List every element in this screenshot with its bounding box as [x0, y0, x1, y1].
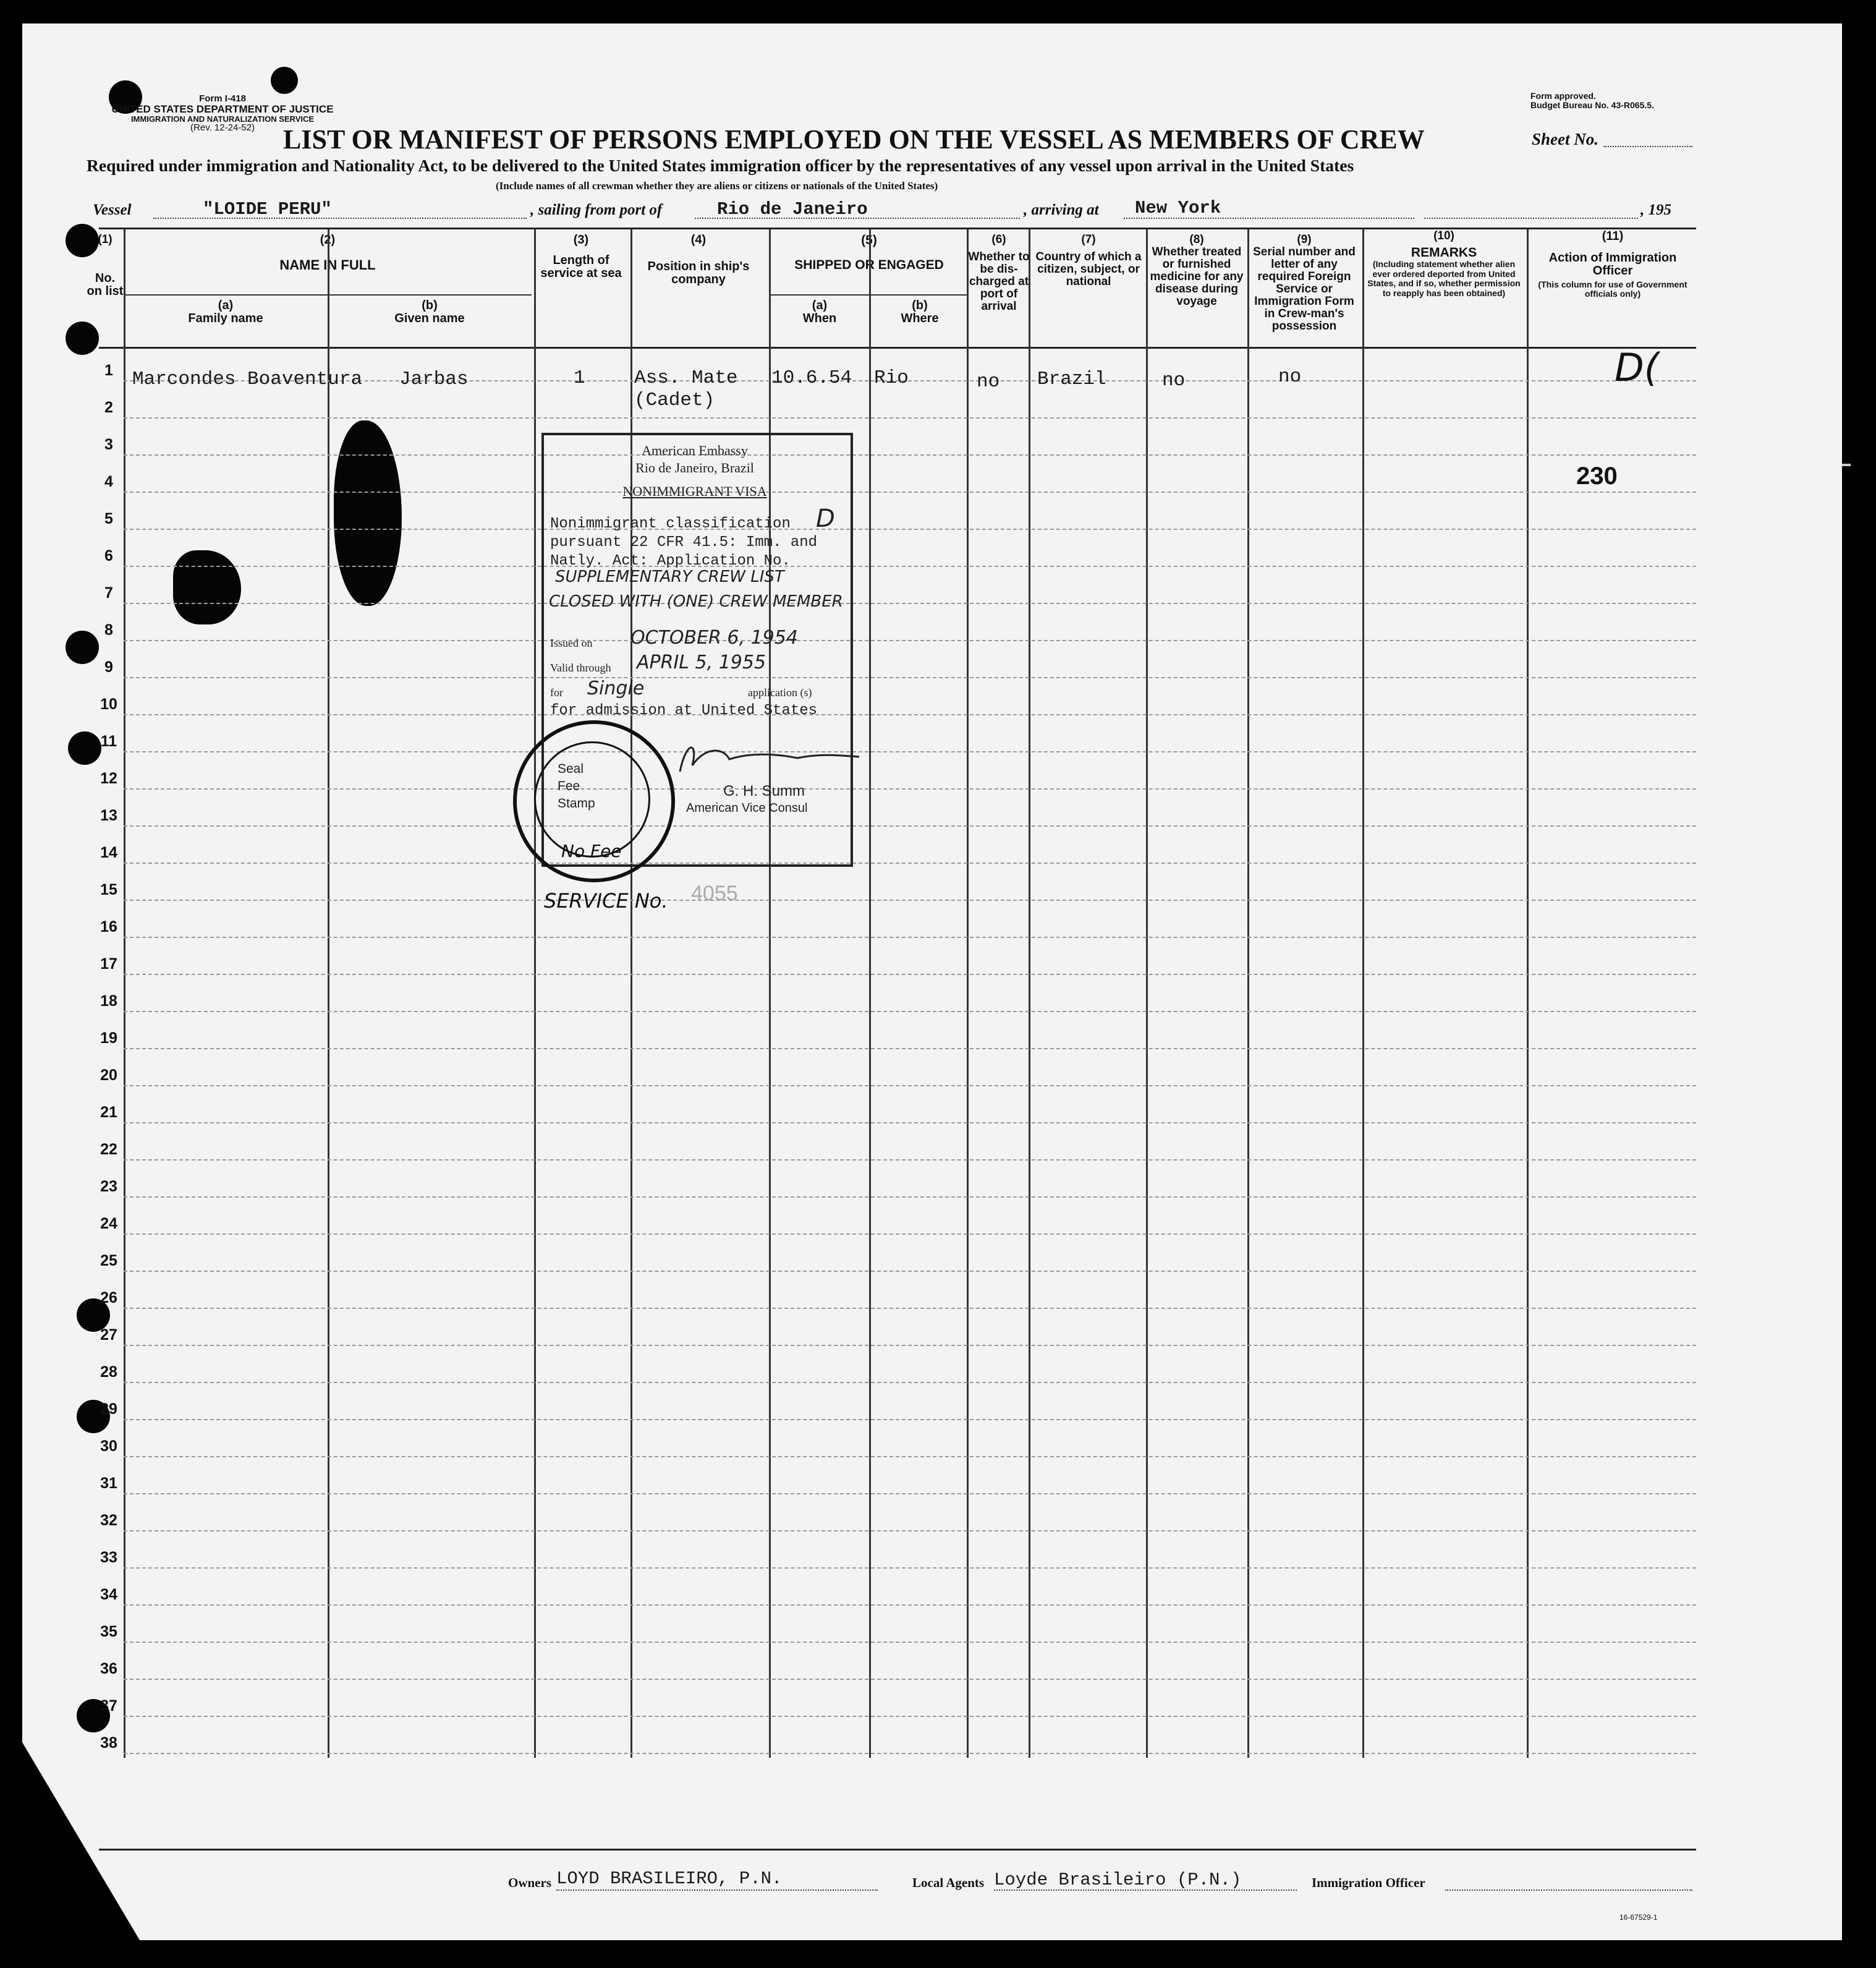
shipped-where: Rio — [874, 367, 909, 389]
col-10-title: REMARKS — [1411, 245, 1477, 260]
position: Ass. Mate — [634, 367, 738, 389]
col-2a-title: Family name — [188, 312, 263, 325]
col-2a-header — [124, 299, 328, 325]
row-rule — [124, 529, 1696, 530]
approval-text: Form approved. — [1530, 91, 1596, 101]
date-line — [1424, 218, 1638, 219]
col-10-note: (Including statement whether alien ever ordered deported from United States, and if so, whether permission to reapply has been obtained) — [1367, 258, 1521, 298]
col-5-title: SHIPPED OR ENGAGED — [794, 258, 944, 273]
row-rule — [124, 1456, 1696, 1457]
punch-hole-mark — [66, 322, 99, 355]
row-number: 6 — [104, 547, 113, 564]
fee-label: Fee — [558, 779, 580, 793]
country-value: Brazil — [1037, 368, 1106, 390]
row-number: 37 — [100, 1697, 117, 1715]
row-number: 14 — [100, 844, 117, 861]
sailing-port: Rio de Janeiro — [717, 199, 868, 219]
row-number: 9 — [104, 658, 113, 676]
col-2b-letter: (b) — [422, 299, 438, 312]
col-6-number: (6) — [991, 233, 1006, 246]
row-rule — [124, 640, 1696, 641]
position-sub: (Cadet) — [634, 390, 715, 411]
supplementary-hand: SUPPLEMENTARY CREW LIST — [555, 568, 784, 586]
col-5-number: (5) — [861, 233, 877, 247]
ink-blot-mark — [173, 550, 241, 624]
sailing-label: , sailing from port of — [530, 202, 663, 218]
for-label: for — [550, 686, 563, 699]
include-note: (Include names of all crewman whether they are aliens or citizens or nationals of the United States) — [496, 180, 938, 192]
row-number: 28 — [100, 1363, 117, 1381]
row-rule — [124, 566, 1696, 567]
row-number: 32 — [100, 1512, 117, 1529]
row-number: 7 — [104, 584, 113, 602]
row-number: 26 — [100, 1289, 117, 1306]
col-3-header — [538, 234, 624, 280]
row-rule — [124, 1419, 1696, 1420]
consul-signature — [674, 735, 872, 784]
row-rule — [124, 1530, 1696, 1531]
col-2-number: (2) — [320, 233, 336, 247]
shipped-when: 10.6.54 — [771, 367, 852, 389]
row-rule — [124, 492, 1696, 493]
closed-hand: CLOSED WITH (ONE) CREW MEMBER — [549, 592, 843, 611]
row-number: 27 — [100, 1326, 117, 1344]
col-11-header — [1529, 230, 1696, 298]
form-code: 16-67529-1 — [1619, 1913, 1658, 1922]
row-rule — [124, 677, 1696, 678]
row-rule — [124, 454, 1696, 456]
row-number: 4 — [104, 473, 113, 490]
sheet-no-line — [1603, 146, 1692, 147]
row-number: 17 — [100, 955, 117, 973]
column-divider — [1362, 229, 1364, 1758]
row-rule — [124, 1271, 1696, 1272]
col-11-title: Action of Immigration Officer — [1548, 251, 1677, 278]
column-divider — [1029, 229, 1030, 1758]
row-rule — [124, 603, 1696, 604]
row-rule — [124, 937, 1696, 938]
col-9-header — [1249, 234, 1360, 333]
row-rule — [124, 1196, 1696, 1198]
row-number: 30 — [100, 1438, 117, 1455]
row-number: 15 — [100, 881, 117, 898]
col-3-title: Length of service at sea — [540, 253, 622, 280]
col-4-title: Position in ship's company — [647, 260, 750, 286]
classification-hand: D — [816, 505, 835, 533]
discharged-value: no — [977, 371, 1000, 393]
row-rule — [124, 1604, 1696, 1606]
col-4-number: (4) — [690, 233, 707, 247]
row-rule — [124, 1679, 1696, 1680]
col-7-title: Country of which a citizen, subject, or national — [1035, 250, 1142, 288]
year-label: , 195 — [1640, 202, 1671, 218]
row-rule — [124, 1085, 1696, 1086]
annotation-230: 230 — [1576, 462, 1618, 490]
punch-hole-mark — [271, 67, 298, 94]
row-number: 16 — [100, 918, 117, 935]
officer-label: Immigration Officer — [1312, 1875, 1425, 1890]
row-number: 19 — [100, 1029, 117, 1047]
row-number: 36 — [100, 1660, 117, 1677]
agents-label: Local Agents — [912, 1875, 985, 1890]
column-divider — [328, 229, 329, 1758]
col-3-number: (3) — [573, 233, 589, 247]
column-divider — [1527, 229, 1529, 1758]
row-rule — [124, 788, 1696, 790]
column-divider — [967, 229, 969, 1758]
no-fee-hand: No Fee — [561, 841, 622, 861]
col-11-note: (This column for use of Government officials only) — [1538, 279, 1687, 299]
row-rule — [124, 1159, 1696, 1161]
column-divider — [869, 229, 871, 1758]
column-divider — [1247, 229, 1249, 1758]
row-number: 29 — [100, 1400, 117, 1418]
row-number: 3 — [104, 436, 113, 453]
row-rule — [124, 1753, 1696, 1754]
seal-label: Seal — [558, 762, 584, 776]
row-rule — [124, 1716, 1696, 1717]
signer-title: American Vice Consul — [686, 801, 808, 815]
for-hand: Single — [587, 678, 645, 699]
row-number: 8 — [104, 621, 113, 639]
col-5a-header — [770, 299, 869, 325]
arriving-label: , arriving at — [1024, 202, 1099, 218]
vessel-name: "LOIDE PERU" — [203, 199, 332, 219]
treated-value: no — [1162, 370, 1186, 391]
department-name: UNITED STATES DEPARTMENT OF JUSTICE — [111, 103, 334, 115]
row-number: 11 — [100, 733, 117, 750]
col-2-title: NAME IN FULL — [279, 257, 376, 273]
given-name: Jarbas — [399, 368, 469, 390]
row-number: 31 — [100, 1475, 117, 1492]
row-rule — [124, 1048, 1696, 1049]
valid-label: Valid through — [550, 662, 611, 674]
serial-value: no — [1278, 366, 1302, 388]
owners-label: Owners — [508, 1875, 551, 1890]
col-11-number: (11) — [1602, 229, 1624, 243]
row-number: 35 — [100, 1623, 117, 1640]
col-7-header — [1030, 234, 1147, 288]
col-5a-letter: (a) — [812, 299, 828, 312]
visa-type-line: NONIMMIGRANT VISA — [622, 483, 767, 499]
application-line: Natly. Act: Application No. — [550, 553, 791, 569]
row-number: 23 — [100, 1178, 117, 1195]
row-number: 25 — [100, 1252, 117, 1269]
row-rule — [124, 900, 1696, 901]
agents-line — [994, 1889, 1297, 1891]
col-8-number: (8) — [1189, 233, 1204, 246]
column-divider — [534, 229, 536, 1758]
signer-name: G. H. Summ — [723, 783, 805, 799]
sheet-no-label: Sheet No. — [1532, 130, 1598, 148]
row-number: 22 — [100, 1141, 117, 1158]
col-9-title: Serial number and letter of any required Foreign Service or Immigration Form in Crew-man's possession — [1253, 245, 1356, 333]
row-rule — [124, 1122, 1696, 1123]
col-6-header — [968, 234, 1030, 313]
service-number-label: SERVICE No. — [544, 889, 668, 913]
application-count-label: application (s) — [748, 686, 812, 699]
valid-hand: APRIL 5, 1955 — [637, 652, 766, 673]
col-1-number: (1) — [98, 233, 112, 246]
col-4-header — [630, 234, 766, 286]
col-8-title: Whether treated or furnished medicine for any disease during voyage — [1150, 245, 1244, 308]
form-revision: (Rev. 12-24-52) — [190, 122, 255, 134]
row-number: 38 — [100, 1734, 117, 1752]
col-1-title: No. on list — [87, 271, 124, 298]
agents-value: Loyde Brasileiro (P.N.) — [994, 1870, 1242, 1890]
row-rule — [124, 1345, 1696, 1346]
row-number: 10 — [100, 696, 117, 713]
header-bottom-rule — [99, 347, 1696, 349]
row-rule — [124, 863, 1696, 864]
row-rule — [124, 1567, 1696, 1569]
row-rule — [124, 751, 1696, 752]
arriving-port: New York — [1135, 198, 1221, 218]
row-number: 5 — [104, 510, 113, 527]
col-10-header — [1364, 230, 1524, 299]
service-number: 4055 — [691, 882, 738, 905]
row-rule — [124, 1308, 1696, 1309]
col-10-number: (10) — [1433, 229, 1454, 242]
action-value: D( — [1615, 345, 1659, 390]
issued-label: Issued on — [550, 637, 593, 649]
row-number: 24 — [100, 1215, 117, 1232]
edge-mark — [1842, 464, 1851, 466]
col-2b-title: Given name — [394, 312, 465, 325]
row-rule — [124, 1642, 1696, 1643]
subtitle-text: Required under immigration and Nationality Act, to be delivered to the United States immigration officer by the representatives of any vessel upon arrival in the United States — [87, 156, 1354, 175]
location-line: Rio de Janeiro, Brazil — [635, 460, 754, 475]
row-rule — [124, 1493, 1696, 1494]
row-rule — [124, 417, 1696, 419]
issued-hand: OCTOBER 6, 1954 — [630, 627, 798, 649]
family-name: Marcondes Boaventura — [132, 368, 363, 390]
admission-line: for admission at United States — [550, 702, 818, 719]
page-title: LIST OR MANIFEST OF PERSONS EMPLOYED ON THE VESSEL AS MEMBERS OF CREW — [283, 124, 1425, 155]
form-number: Form I-418 — [199, 93, 246, 104]
stamp-label: Stamp — [558, 796, 595, 811]
col-6-title: Whether to be dis-charged at port of arrival — [968, 250, 1030, 313]
row-number: 12 — [100, 770, 117, 787]
row-rule — [124, 974, 1696, 975]
row-number: 21 — [100, 1104, 117, 1121]
vessel-label: Vessel — [93, 202, 132, 218]
row-number: 20 — [100, 1067, 117, 1084]
col-9-number: (9) — [1297, 233, 1312, 246]
row-number: 18 — [100, 992, 117, 1010]
col-5b-letter: (b) — [912, 299, 928, 312]
budget-bureau-text: Budget Bureau No. 43-R065.5. — [1530, 100, 1654, 110]
row-rule — [124, 825, 1696, 827]
classification-line: Nonimmigrant classification — [550, 516, 791, 532]
officer-line — [1445, 1889, 1692, 1891]
owners-line — [556, 1889, 878, 1891]
row-number: 1 — [104, 362, 113, 379]
row-number: 13 — [100, 807, 117, 824]
footer-rule — [99, 1849, 1696, 1851]
length-of-service: 1 — [574, 367, 585, 389]
table-top-rule — [99, 228, 1696, 229]
row-number: 34 — [100, 1586, 117, 1603]
row-number: 33 — [100, 1549, 117, 1566]
col-2a-letter: (a) — [218, 299, 234, 312]
col-5a-title: When — [802, 312, 837, 325]
column-divider — [1146, 229, 1148, 1758]
col-2b-header — [328, 299, 532, 325]
col-5b-header — [870, 299, 969, 325]
row-rule — [124, 1382, 1696, 1383]
col-8-header — [1147, 234, 1246, 308]
col-1-header — [87, 234, 124, 298]
approval-block — [1530, 92, 1654, 109]
owners-value: LOYD BRASILEIRO, P.N. — [556, 1868, 783, 1889]
col-5b-title: Where — [901, 312, 939, 325]
row-rule — [124, 1011, 1696, 1012]
service-name: IMMIGRATION AND NATURALIZATION SERVICE — [130, 114, 315, 124]
embassy-line: American Embassy — [642, 443, 748, 458]
row-rule — [124, 1233, 1696, 1235]
regulation-line: pursuant 22 CFR 41.5: Imm. and — [550, 534, 818, 551]
row-number: 2 — [104, 399, 113, 416]
col-7-number: (7) — [1081, 233, 1096, 246]
row-rule — [124, 714, 1696, 715]
